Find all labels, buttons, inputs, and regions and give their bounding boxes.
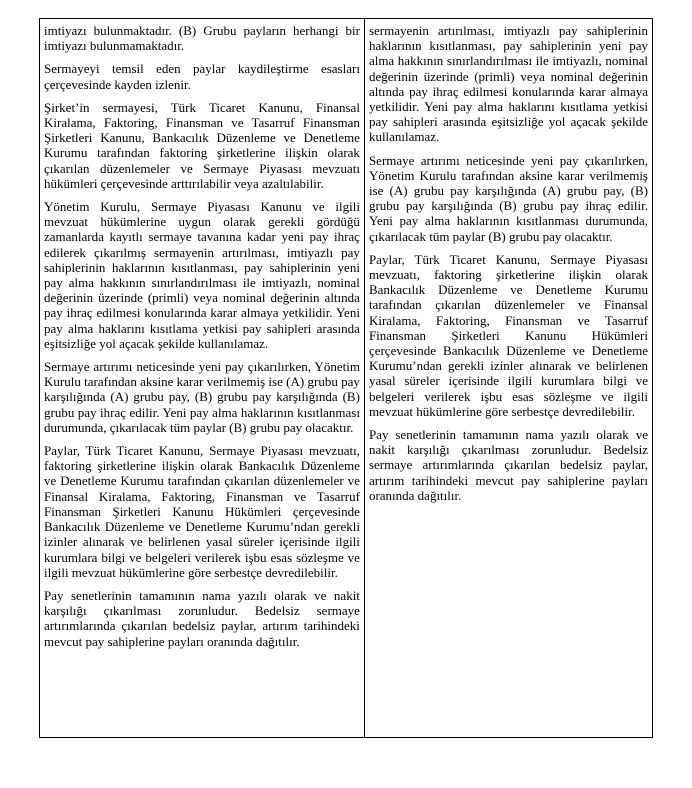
- left-paragraph: imtiyazı bulunmaktadır. (B) Grubu payların herhangi bir imtiyazı bulunmamaktadır.: [44, 23, 360, 54]
- left-paragraph: Sermaye artırımı neticesinde yeni pay çıkarılırken, Yönetim Kurulu tarafından aksine karar verilmemiş ise (A) grubu pay karşılığında (A) grubu pay, (B) grubu pay karşılığında (B) grubu pay ihraç edilir. Yeni pay alma haklarının kısıtlanması durumunda, çıkarılacak tüm paylar (B) grubu pay olacaktır.: [44, 359, 360, 435]
- right-paragraph: Sermaye artırımı neticesinde yeni pay çıkarılırken, Yönetim Kurulu tarafından aksine karar verilmemiş ise (A) grubu pay karşılığında (A) grubu pay, (B) grubu pay karşılığında (B) grubu pay ihraç edilir. Yeni pay alma haklarının kısıtlanması durumunda, çıkarılacak tüm paylar (B) grubu pay olacaktır.: [368, 152, 648, 244]
- comparison-table: [39, 18, 653, 738]
- right-paragraph: Paylar, Türk Ticaret Kanunu, Sermaye Piyasası mevzuatı, faktoring şirketlerine ilişkin olarak Bankacılık Düzenleme ve Denetleme Kurumu tarafından çıkarılan düzenlemeler ve Finansal Kiralama, Faktoring, Finansman ve Tasarruf Finansman Şirketleri Kanunu Hükümleri çerçevesinde Bankacılık Düzenleme ve Denetleme Kurumu’ndan gerekli izinler alınarak ve belirlenen yasal süreler içerisinde ilgili kurumlara bilgi ve belgeleri verilerek işbu esas sözleşme ve ilgili mevzuat hükümlerine göre serbestçe devredilebilir.: [368, 251, 648, 419]
- left-paragraph: Sermayeyi temsil eden paylar kaydileştirme esasları çerçevesinde kayden izlenir.: [44, 61, 360, 92]
- left-paragraph: Yönetim Kurulu, Sermaye Piyasası Kanunu ve ilgili mevzuat hükümlerine uygun olarak gerekli gördüğü zamanlarda kayıtlı sermaye tavanına kadar yeni pay ihraç edilerek çıkarılmış sermayenin artırılması, imtiyazlı pay sahiplerinin haklarının kısıtlanması, pay sahiplerinin yeni pay alma hakkının sınırlandırılması ile imtiyazlı, nominal değerinin üzerinde (primli) veya nominal değerinin altında pay ihraç edilmesi konularında karar almaya yetkilidir. Yeni pay alma haklarını kısıtlama yetkisi pay sahipleri arasında eşitsizliğe yol açacak şekilde kullanılamaz.: [44, 199, 360, 351]
- left-paragraph: Pay senetlerinin tamamının nama yazılı olarak ve nakit karşılığı çıkarılması zorunludur. Bedelsiz sermaye artırımlarında çıkarılan bedelsiz paylar, artırım tarihindeki mevcut pay sahiplerine payları oranında dağıtılır.: [44, 587, 360, 649]
- left-column: [40, 19, 365, 737]
- left-paragraph: Paylar, Türk Ticaret Kanunu, Sermaye Piyasası mevzuatı, faktoring şirketlerine ilişkin olarak Bankacılık Düzenleme ve Denetleme Kurumu tarafından çıkarılan düzenlemeler ve Finansal Kiralama, Faktoring, Finansman ve Tasarruf Finansman Şirketleri Kanunu Hükümleri çerçevesinde Bankacılık Düzenleme ve Denetleme Kurumu’ndan gerekli izinler alınarak ve belirlenen yasal süreler içerisinde ilgili kurumlara bilgi ve belgeleri verilerek işbu esas sözleşme ve ilgili mevzuat hükümlerine göre serbestçe devredilebilir.: [44, 443, 360, 580]
- right-column: [365, 19, 652, 737]
- right-paragraph: Pay senetlerinin tamamının nama yazılı olarak ve nakit karşılığı çıkarılması zorunludur. Bedelsiz sermaye artırımlarında çıkarılan bedelsiz paylar, artırım tarihindeki mevcut pay sahiplerine payları oranında dağıtılır.: [368, 427, 648, 503]
- left-paragraph: Şirket’in sermayesi, Türk Ticaret Kanunu, Finansal Kiralama, Faktoring, Finansman ve Tasarruf Finansman Şirketleri Kanunu, Bankacılık Düzenleme ve Denetleme Kurumu tarafından faktoring şirketlerine ilişkin olarak çıkarılan düzenlemeler ve Sermaye Piyasası mevzuatı hükümleri çerçevesinde arttırılabilir veya azaltılabilir.: [44, 99, 360, 191]
- right-paragraph: sermayenin artırılması, imtiyazlı pay sahiplerinin haklarının kısıtlanması, pay sahiplerinin yeni pay alma hakkının sınırlandırılması ile imtiyazlı, nominal değerinin üzerinde (primli) veya nominal değerinin altında pay ihraç edilmesi konularında karar almaya yetkilidir. Yeni pay alma haklarını kısıtlama yetkisi pay sahipleri arasında eşitsizliğe yol açacak şekilde kullanılamaz.: [368, 23, 648, 145]
